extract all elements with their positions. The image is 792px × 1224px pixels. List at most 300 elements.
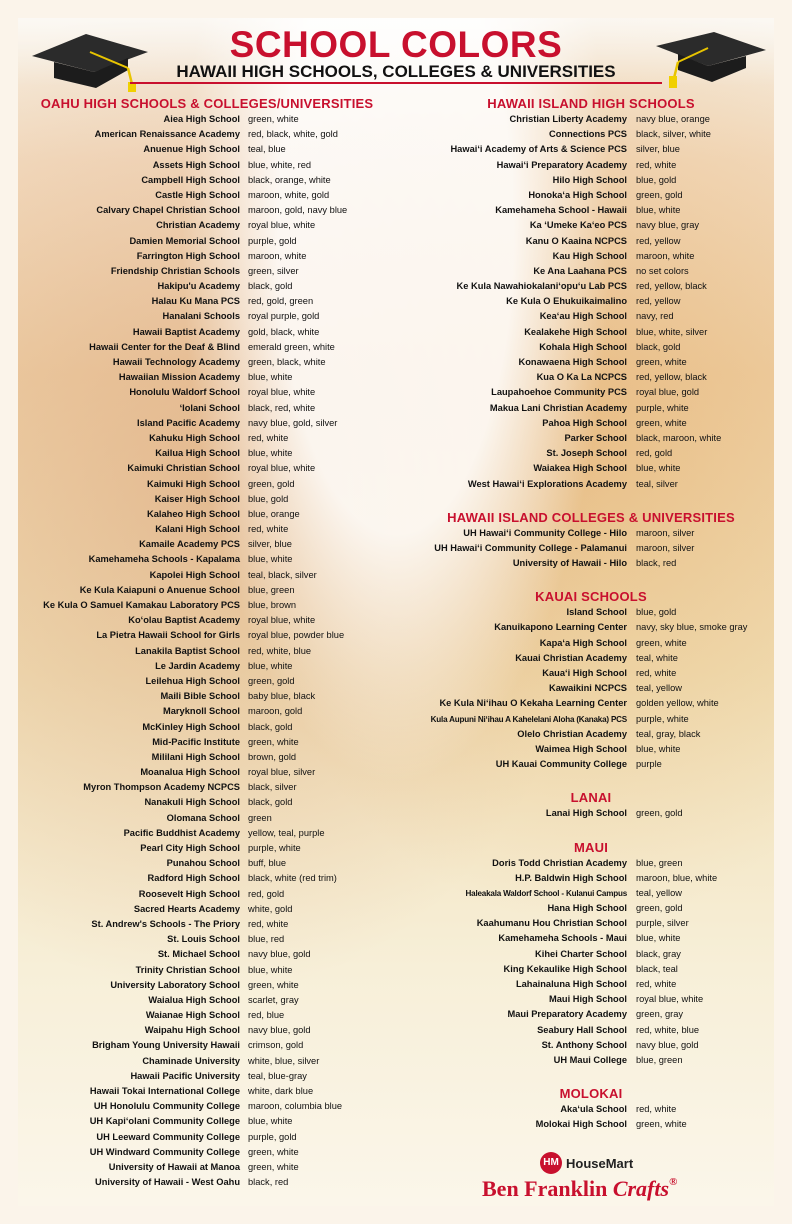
school-colors: black, gray	[636, 948, 681, 959]
school-name: Campbell High School	[141, 174, 240, 185]
school-row	[408, 901, 774, 916]
page-title: SCHOOL COLORS	[229, 24, 563, 65]
school-name: University of Hawaii at Manoa	[108, 1161, 240, 1172]
housemart-wordmark: HouseMart	[566, 1155, 634, 1171]
school-row	[408, 742, 774, 757]
school-colors: teal, yellow	[636, 887, 682, 898]
registered-mark: ®	[669, 1176, 678, 1188]
school-name: St. Joseph School	[546, 448, 627, 459]
school-row	[18, 932, 396, 947]
school-row	[408, 871, 774, 886]
section-title-lanai: LANAI	[570, 790, 612, 806]
school-row	[408, 279, 774, 294]
school-row	[18, 628, 396, 643]
school-row	[408, 620, 774, 635]
hawaii-colleges-list	[408, 526, 774, 572]
school-row	[18, 537, 396, 552]
school-colors: green, gold	[636, 189, 683, 200]
school-colors: black, red	[248, 1177, 289, 1188]
school-row	[18, 461, 396, 476]
school-name: Honolulu Waldorf School	[129, 387, 240, 398]
school-name: Kapa‘a High School	[539, 637, 627, 648]
school-row	[408, 173, 774, 188]
school-row	[408, 188, 774, 203]
school-row	[18, 1175, 396, 1190]
school-colors: blue, white	[248, 372, 293, 383]
school-row	[18, 947, 396, 962]
school-colors: purple, gold	[248, 1131, 297, 1142]
school-colors: royal blue, white	[248, 387, 316, 398]
school-colors: black, gold	[248, 281, 293, 292]
housemart-badge-icon: HM	[540, 1152, 562, 1174]
school-name: Trinity Christian School	[135, 964, 240, 975]
school-name: Lanai High School	[545, 808, 627, 819]
school-colors: red, yellow, black	[636, 372, 707, 383]
school-row	[18, 887, 396, 902]
school-name: Maryknoll School	[163, 706, 240, 717]
section-title-maui: MAUI	[573, 839, 609, 855]
school-name: Parker School	[564, 432, 627, 443]
school-colors: teal, black, silver	[248, 569, 317, 580]
school-name: UH Windward Community College	[89, 1146, 240, 1157]
school-colors: blue, white, red	[248, 159, 312, 170]
school-colors: black, gold	[636, 341, 681, 352]
kauai-list	[408, 605, 774, 772]
school-row	[408, 234, 774, 249]
school-name: UH Hawai‘i Community College - Hilo	[463, 527, 627, 538]
school-name: University of Hawaii - Hilo	[512, 558, 627, 569]
school-row	[18, 795, 396, 810]
school-row	[408, 370, 774, 385]
school-row	[408, 757, 774, 772]
school-colors: green	[248, 812, 272, 823]
school-name: Makua Lani Christian Academy	[489, 402, 627, 413]
school-name: Olomana School	[166, 812, 240, 823]
hawaii-island-list	[408, 112, 774, 492]
school-colors: purple	[636, 759, 662, 770]
school-colors: blue, white	[636, 205, 681, 216]
school-name: Hilo High School	[552, 174, 627, 185]
school-colors: purple, white	[248, 843, 301, 853]
school-row	[408, 806, 774, 821]
school-colors: maroon, gold	[248, 706, 303, 717]
school-name: Maui Preparatory Academy	[507, 1009, 627, 1020]
school-colors: maroon, white, gold	[248, 189, 330, 200]
school-row	[18, 902, 396, 917]
school-colors: red, blue	[248, 1010, 285, 1021]
school-colors: red, gold	[248, 888, 285, 899]
school-colors: white, gold	[248, 903, 293, 914]
school-name: Olelo Christian Academy	[517, 728, 627, 739]
school-colors: black, maroon, white	[636, 432, 722, 443]
school-colors: white, blue, silver	[248, 1055, 320, 1066]
school-name: St. Louis School	[167, 934, 240, 945]
school-name: University Laboratory School	[110, 979, 240, 990]
school-row	[408, 158, 774, 173]
school-colors: green, black, white	[248, 357, 326, 367]
school-row	[18, 674, 396, 689]
school-colors: scarlet, gray	[248, 994, 299, 1005]
school-name: St. Andrew's Schools - The Priory	[91, 918, 240, 929]
school-colors: green, gold	[248, 675, 295, 686]
school-name: Friendship Christian Schools	[110, 265, 240, 276]
page-subtitle: HAWAII HIGH SCHOOLS, COLLEGES & UNIVERSITIES	[176, 62, 616, 81]
school-name: Kaimuki High School	[147, 478, 240, 489]
school-colors: navy blue, gray	[636, 220, 700, 231]
school-colors: green, gold	[248, 478, 295, 489]
school-row	[408, 962, 774, 977]
school-colors: maroon, blue, white	[636, 872, 718, 883]
school-row	[18, 1054, 396, 1069]
school-colors: red, white	[636, 668, 677, 678]
school-name: Damien Memorial School	[129, 235, 240, 246]
school-name: UH Leeward Community College	[96, 1131, 240, 1142]
school-colors: green, gold	[636, 903, 683, 914]
school-colors: blue, white	[636, 933, 681, 944]
school-colors: baby blue, black	[248, 691, 316, 702]
school-name: Hawai‘i Academy of Arts & Science PCS	[450, 144, 627, 155]
school-row	[408, 977, 774, 992]
school-row	[18, 294, 396, 309]
crafts-text: Crafts	[612, 1176, 670, 1201]
school-name: Ke Ana Laahana PCS	[533, 265, 627, 276]
school-row	[18, 644, 396, 659]
school-name: Hana High School	[547, 903, 627, 914]
school-name: Pearl City High School	[140, 843, 240, 853]
school-colors: blue, brown	[248, 600, 297, 610]
school-name: Chaminade University	[142, 1055, 240, 1066]
school-colors: buff, blue	[248, 858, 287, 869]
section-title-hawaii-island: HAWAII ISLAND HIGH SCHOOLS	[487, 96, 695, 111]
school-name: Kaimuki Christian School	[127, 463, 240, 474]
school-name: Hawaii Technology Academy	[112, 357, 240, 367]
left-column	[18, 96, 396, 1190]
school-row	[408, 556, 774, 571]
school-name: Hanalani Schools	[162, 311, 240, 322]
school-row	[18, 811, 396, 826]
school-row	[408, 294, 774, 309]
school-name: UH Kapi‘olani Community College	[89, 1116, 240, 1127]
school-name: Waianae High School	[145, 1010, 240, 1021]
school-colors: green, white	[248, 979, 299, 990]
right-column	[408, 96, 774, 1133]
school-name: Island School	[566, 607, 627, 618]
school-colors: blue, orange	[248, 508, 300, 519]
school-row	[18, 568, 396, 583]
school-row	[408, 947, 774, 962]
school-name: Kanuikapono Learning Center	[494, 622, 627, 633]
school-name: Farrington High School	[136, 250, 240, 261]
school-colors: royal purple, gold	[248, 311, 320, 322]
school-colors: red, white	[248, 524, 289, 535]
school-row	[408, 605, 774, 620]
school-row	[18, 325, 396, 340]
school-row	[408, 203, 774, 218]
school-colors: blue, white	[636, 743, 681, 754]
school-name: Lanakila Baptist School	[135, 645, 240, 656]
school-row	[18, 401, 396, 416]
school-colors: black, gold	[248, 721, 293, 732]
school-colors: navy blue, gold	[636, 1039, 699, 1050]
school-colors: green, white	[636, 417, 687, 428]
school-name: Kanu O Kaaina NCPCS	[525, 235, 627, 246]
school-colors: black, red, white	[248, 402, 316, 413]
school-colors: teal, silver	[636, 478, 678, 489]
school-colors: royal blue, silver	[248, 767, 316, 778]
school-row	[18, 765, 396, 780]
school-name: Ka ‘Umeke Ka‘eo PCS	[529, 220, 627, 231]
school-colors: yellow, teal, purple	[248, 827, 325, 838]
school-colors: red, white	[636, 979, 677, 989]
school-name: Ke Kula Ni‘ihau O Kekaha Learning Center	[439, 698, 627, 709]
school-row	[18, 385, 396, 400]
school-row	[408, 385, 774, 400]
school-colors: navy blue, gold	[248, 1025, 311, 1036]
school-row	[408, 1102, 774, 1117]
school-name: Punahou School	[166, 858, 240, 869]
school-colors: red, gold, green	[248, 296, 314, 307]
school-name: Waimea High School	[535, 743, 627, 754]
school-colors: black, orange, white	[248, 174, 331, 185]
school-name: Kalaheo High School	[147, 508, 240, 519]
school-name: Honoka‘a High School	[528, 189, 627, 200]
school-name: Haleakala Waldorf School - Kulanui Campus	[465, 888, 627, 898]
school-row	[18, 507, 396, 522]
school-name: Ke Kula O Ehukuikaimalino	[506, 296, 627, 307]
school-colors: blue, white	[248, 660, 293, 671]
school-row	[18, 856, 396, 871]
school-row	[18, 1114, 396, 1129]
oahu-list	[18, 112, 396, 1190]
school-colors: green, white	[636, 1119, 687, 1130]
school-colors: maroon, columbia blue	[248, 1101, 343, 1112]
school-name: American Renaissance Academy	[94, 129, 240, 140]
school-row	[18, 1084, 396, 1099]
school-name: Leilehua High School	[145, 675, 240, 686]
school-name: ‘Iolani School	[179, 402, 240, 413]
school-row	[18, 431, 396, 446]
school-name: Kawaikini NCPCS	[548, 683, 627, 694]
school-row	[408, 309, 774, 324]
school-colors: green, white	[248, 1146, 299, 1157]
school-row	[408, 127, 774, 142]
school-row	[408, 651, 774, 666]
school-row	[408, 218, 774, 233]
school-colors: red, yellow	[636, 235, 681, 246]
school-name: Kalani High School	[155, 524, 240, 535]
school-row	[408, 416, 774, 431]
school-colors: blue, white	[248, 964, 293, 975]
school-row	[18, 1099, 396, 1114]
school-name: Maili Bible School	[160, 691, 240, 702]
header	[18, 18, 774, 86]
school-colors: maroon, silver	[636, 542, 695, 553]
school-colors: maroon, gold, navy blue	[248, 205, 348, 216]
school-colors: purple, gold	[248, 235, 297, 246]
school-row	[408, 112, 774, 127]
school-row	[18, 780, 396, 795]
school-colors: blue, green	[248, 584, 295, 595]
school-name: Kealakehe High School	[524, 326, 627, 337]
school-colors: red, white, blue	[636, 1024, 700, 1035]
school-row	[18, 1069, 396, 1084]
school-row	[18, 370, 396, 385]
school-colors: navy blue, gold, silver	[248, 417, 338, 428]
school-row	[18, 158, 396, 173]
school-colors: black, silver	[248, 782, 297, 793]
school-colors: royal blue, white	[248, 220, 316, 231]
school-name: Molokai High School	[535, 1119, 627, 1130]
school-colors: teal, white	[636, 652, 678, 663]
school-row	[408, 431, 774, 446]
school-colors: silver, blue	[248, 539, 292, 550]
school-name: Halau Ku Mana PCS	[151, 296, 240, 307]
school-colors: red, black, white, gold	[248, 129, 338, 140]
school-colors: navy, sky blue, smoke gray	[636, 622, 748, 633]
school-row	[408, 477, 774, 492]
school-name: Moanalua High School	[140, 767, 240, 778]
school-colors: navy, red	[636, 311, 674, 322]
school-colors: royal blue, white	[248, 463, 316, 474]
school-name: Christian Academy	[156, 220, 240, 231]
school-name: Le Jardin Academy	[155, 660, 240, 671]
school-colors: crimson, gold	[248, 1040, 304, 1051]
school-row	[18, 279, 396, 294]
school-colors: royal blue, white	[248, 615, 316, 626]
school-name: H.P. Baldwin High School	[515, 872, 627, 883]
school-name: Radford High School	[147, 873, 240, 884]
school-row	[408, 340, 774, 355]
school-colors: red, gold	[636, 448, 673, 459]
school-row	[18, 993, 396, 1008]
school-colors: green, gold	[636, 808, 683, 819]
school-colors: emerald green, white	[248, 341, 335, 352]
school-row	[18, 112, 396, 127]
school-row	[18, 1008, 396, 1023]
ben-franklin-text: Ben Franklin	[482, 1176, 613, 1201]
school-colors: purple, white	[636, 713, 689, 724]
school-row	[18, 249, 396, 264]
school-row	[18, 446, 396, 461]
school-name: Laupahoehoe Community PCS	[491, 387, 627, 398]
school-name: King Kekaulike High School	[503, 963, 627, 974]
molokai-list	[408, 1102, 774, 1132]
section-title-molokai: MOLOKAI	[559, 1086, 623, 1102]
school-colors: black, red	[636, 558, 677, 569]
school-colors: blue, green	[636, 857, 683, 868]
school-name: Waipahu High School	[144, 1025, 240, 1036]
school-row	[18, 127, 396, 142]
school-name: Hawaii Center for the Deaf & Blind	[89, 341, 240, 352]
school-name: Ke Kula O Samuel Kamakau Laboratory PCS	[43, 600, 240, 610]
school-row	[18, 552, 396, 567]
school-colors: blue, green	[636, 1054, 683, 1065]
school-row	[18, 264, 396, 279]
school-row	[18, 826, 396, 841]
maui-list	[408, 856, 774, 1069]
school-name: Kamaile Academy PCS	[139, 539, 240, 550]
school-name: Hawaii Pacific University	[130, 1070, 240, 1081]
school-colors: teal, gray, black	[636, 728, 701, 739]
school-row	[18, 1038, 396, 1053]
school-row	[408, 446, 774, 461]
school-row	[408, 1117, 774, 1132]
school-name: Assets High School	[152, 159, 240, 170]
school-row	[408, 931, 774, 946]
school-name: Kaua‘i High School	[542, 668, 627, 678]
school-name: Kea‘au High School	[539, 311, 627, 322]
school-colors: red, white	[248, 432, 289, 443]
school-name: Pahoa High School	[542, 417, 627, 428]
school-colors: golden yellow, white	[636, 698, 719, 709]
school-name: Kua O Ka La NCPCS	[536, 372, 627, 383]
poster	[18, 18, 774, 1206]
section-title-oahu: OAHU HIGH SCHOOLS & COLLEGES/UNIVERSITIES	[40, 96, 374, 111]
school-name: Kula Aupuni Ni‘ihau A Kahelelani Aloha (Kanaka) PCS	[430, 714, 627, 724]
school-name: University of Hawaii - West Oahu	[95, 1177, 240, 1188]
school-row	[408, 886, 774, 901]
school-colors: red, yellow	[636, 296, 681, 307]
school-colors: black, teal	[636, 963, 678, 974]
school-row	[18, 735, 396, 750]
school-row	[18, 477, 396, 492]
school-name: Seabury Hall School	[537, 1024, 627, 1035]
subtitle-divider	[130, 82, 662, 84]
school-row	[18, 309, 396, 324]
school-name: Doris Todd Christian Academy	[492, 857, 627, 868]
school-row	[18, 218, 396, 233]
school-name: Anuenue High School	[143, 144, 240, 155]
school-row	[408, 461, 774, 476]
school-name: Maui High School	[549, 994, 627, 1005]
school-name: McKinley High School	[142, 721, 240, 732]
school-colors: green, white	[248, 736, 299, 747]
school-row	[18, 871, 396, 886]
school-colors: blue, white	[248, 554, 293, 565]
school-row	[408, 1038, 774, 1053]
school-row	[408, 401, 774, 416]
school-name: St. Michael School	[157, 949, 240, 960]
school-colors: teal, blue-gray	[248, 1070, 307, 1081]
school-row	[408, 712, 774, 727]
school-row	[18, 1130, 396, 1145]
school-name: UH Maui College	[553, 1054, 627, 1065]
school-name: Brigham Young University Hawaii	[92, 1040, 240, 1051]
school-colors: royal blue, gold	[636, 387, 700, 398]
school-name: West Hawai‘i Explorations Academy	[467, 478, 627, 489]
school-colors: teal, yellow	[636, 683, 682, 694]
school-name: Myron Thompson Academy NCPCS	[83, 782, 240, 793]
school-colors: no set colors	[636, 265, 689, 276]
school-row	[408, 1053, 774, 1068]
school-colors: blue, white	[636, 463, 681, 474]
school-name: Kihei Charter School	[535, 948, 627, 959]
school-colors: teal, blue	[248, 144, 286, 155]
school-row	[18, 188, 396, 203]
school-name: UH Kauai Community College	[495, 759, 627, 770]
school-colors: brown, gold	[248, 751, 297, 762]
school-colors: green, silver	[248, 265, 299, 276]
school-row	[18, 142, 396, 157]
school-row	[408, 696, 774, 711]
housemart-logo	[540, 1152, 633, 1174]
school-colors: red, white	[248, 918, 289, 929]
school-row	[408, 856, 774, 871]
school-name: UH Honolulu Community College	[93, 1101, 240, 1112]
school-name: Kapolei High School	[149, 569, 240, 580]
school-row	[408, 325, 774, 340]
school-colors: red, white, blue	[248, 645, 312, 656]
